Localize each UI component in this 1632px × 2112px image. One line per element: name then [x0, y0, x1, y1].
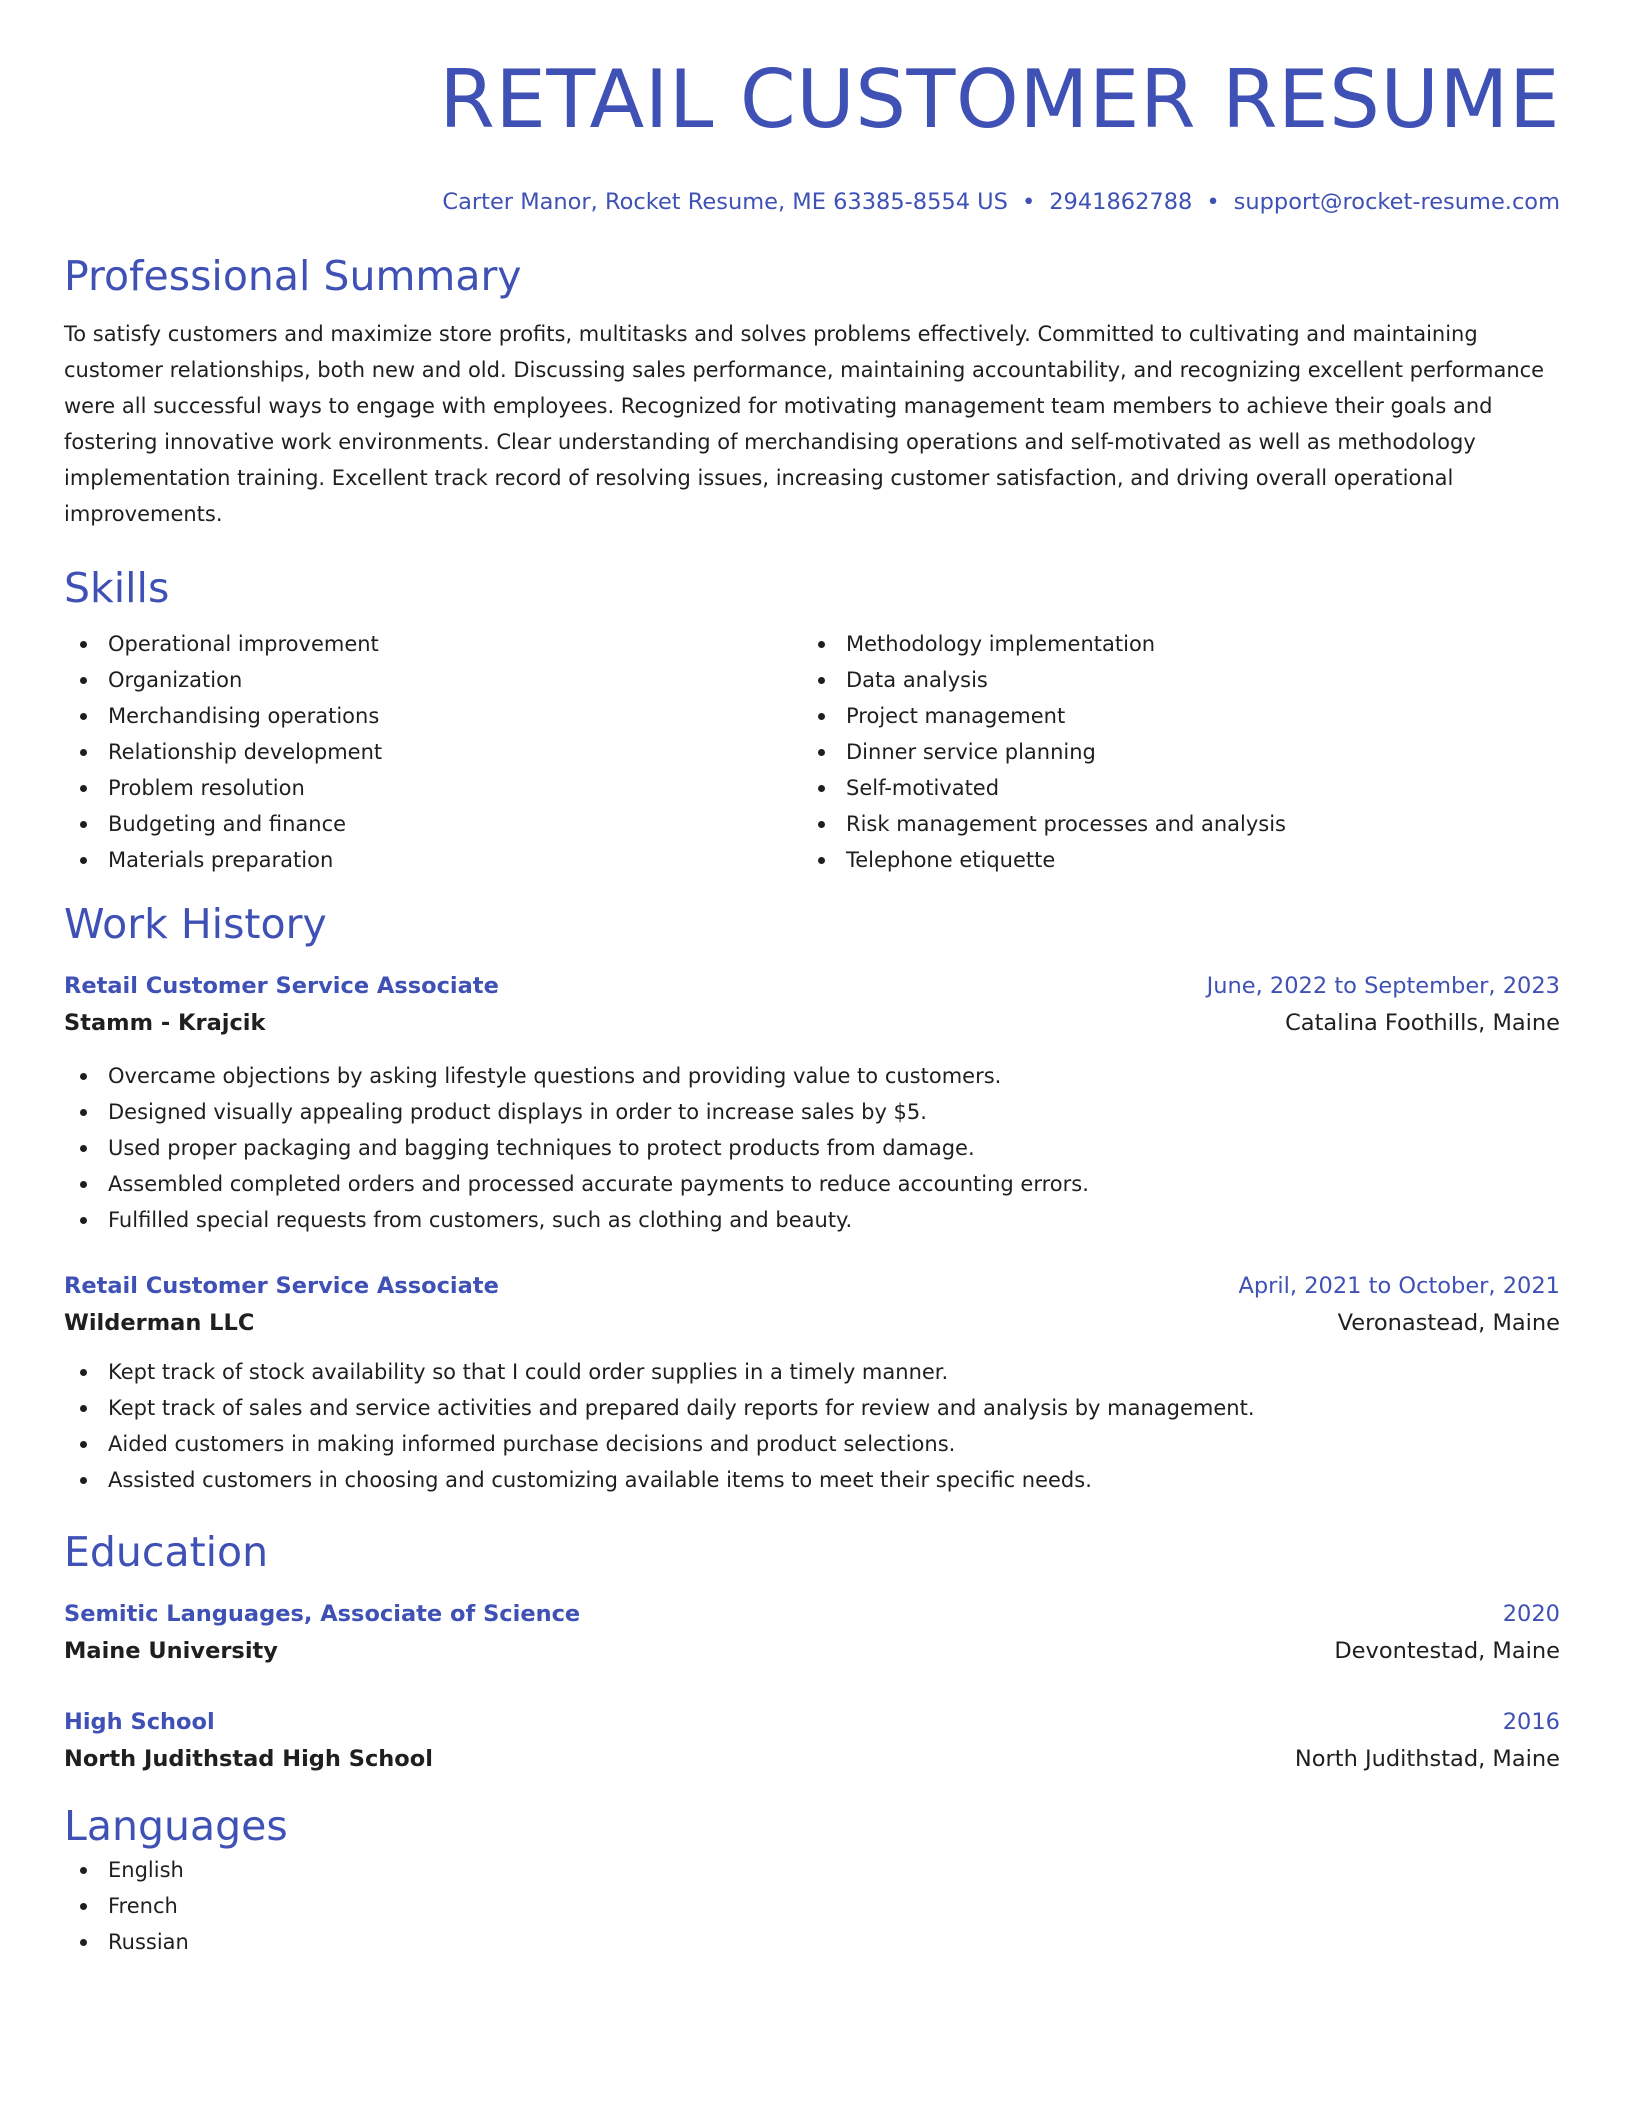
contact-line	[64, 186, 1560, 218]
education-heading: Education	[64, 1528, 269, 1576]
languages-heading: Languages	[64, 1802, 288, 1850]
job-duty: Kept track of stock availability so that I could order supplies in a timely manner.	[64, 1354, 1560, 1390]
job-dates: April, 2021 to October, 2021	[1238, 1273, 1560, 1299]
skill-item: Methodology implementation	[802, 626, 1540, 662]
education-entry	[64, 1596, 1560, 1670]
work-entry-header	[64, 968, 1560, 1004]
school-location: North Judithstad, Maine	[1294, 1746, 1560, 1772]
skill-item: Budgeting and finance	[64, 806, 802, 842]
skill-item: Organization	[64, 662, 802, 698]
work-entry	[64, 968, 1560, 1238]
degree-name: High School	[64, 1709, 215, 1735]
job-duty: Assisted customers in choosing and customizing available items to meet their specific needs.	[64, 1462, 1560, 1498]
work-entry-subheader	[64, 1304, 1560, 1342]
skill-item: Merchandising operations	[64, 698, 802, 734]
contact-phone: 2941862788	[1049, 189, 1193, 215]
job-title: Retail Customer Service Associate	[64, 973, 499, 999]
skill-item: Relationship development	[64, 734, 802, 770]
languages-list	[64, 1852, 1560, 1960]
school-location: Devontestad, Maine	[1334, 1638, 1560, 1664]
skill-item: Operational improvement	[64, 626, 802, 662]
degree-name: Semitic Languages, Associate of Science	[64, 1601, 581, 1627]
job-duty: Used proper packaging and bagging techniques to protect products from damage.	[64, 1130, 1560, 1166]
job-duties-list	[64, 1354, 1560, 1498]
education-entry-header	[64, 1704, 1560, 1740]
resume-title: RETAIL CUSTOMER RESUME	[439, 53, 1560, 146]
job-duty: Assembled completed orders and processed accurate payments to reduce accounting errors.	[64, 1166, 1560, 1202]
company-name: Stamm - Krajcik	[64, 1010, 266, 1036]
job-duty: Fulfilled special requests from customers, such as clothing and beauty.	[64, 1202, 1560, 1238]
job-dates: June, 2022 to September, 2023	[1206, 973, 1560, 999]
summary-heading: Professional Summary	[64, 252, 522, 300]
job-duty: Overcame objections by asking lifestyle questions and providing value to customers.	[64, 1058, 1560, 1094]
company-name: Wilderman LLC	[64, 1310, 255, 1336]
education-entry-subheader	[64, 1740, 1560, 1778]
job-title: Retail Customer Service Associate	[64, 1273, 499, 1299]
job-duty: Designed visually appealing product displays in order to increase sales by $5.	[64, 1094, 1560, 1130]
work-entry-subheader	[64, 1004, 1560, 1042]
skill-item: Problem resolution	[64, 770, 802, 806]
graduation-year: 2020	[1502, 1601, 1560, 1627]
job-duties-list	[64, 1058, 1560, 1238]
work-history-heading: Work History	[64, 900, 327, 948]
education-entry-subheader	[64, 1632, 1560, 1670]
education-entry-header	[64, 1596, 1560, 1632]
contact-address: Carter Manor, Rocket Resume, ME 63385-8554 US	[442, 189, 1008, 215]
skill-item: Dinner service planning	[802, 734, 1540, 770]
contact-separator: •	[1206, 189, 1220, 215]
school-name: Maine University	[64, 1638, 278, 1664]
school-name: North Judithstad High School	[64, 1746, 433, 1772]
job-duty: Kept track of sales and service activities and prepared daily reports for review and analysis by management.	[64, 1390, 1560, 1426]
job-location: Catalina Foothills, Maine	[1285, 1010, 1560, 1036]
skill-item: Project management	[802, 698, 1540, 734]
language-item: French	[64, 1888, 1560, 1924]
skills-list-left	[64, 626, 802, 878]
resume-page	[64, 0, 1560, 1960]
skill-item: Telephone etiquette	[802, 842, 1540, 878]
language-item: English	[64, 1852, 1560, 1888]
work-entry-header	[64, 1268, 1560, 1304]
graduation-year: 2016	[1502, 1709, 1560, 1735]
job-location: Veronastead, Maine	[1337, 1310, 1560, 1336]
skill-item: Risk management processes and analysis	[802, 806, 1540, 842]
work-entry	[64, 1268, 1560, 1498]
job-duty: Aided customers in making informed purchase decisions and product selections.	[64, 1426, 1560, 1462]
language-item: Russian	[64, 1924, 1560, 1960]
skill-item: Data analysis	[802, 662, 1540, 698]
skills-list-right	[802, 626, 1540, 878]
summary-text: To satisfy customers and maximize store profits, multitasks and solves problems effectively. Committed to cultivating and maintaining customer relationships, both new and old. Discussing sales performance, maintaining accountability, and recognizing excellent performance were all successful ways to engage with employees. Recognized for motivating management team members to achieve their goals and fostering innovative work environments. Clear understanding of merchandising operations and self-motivated as well as methodology implementation training. Excellent track record of resolving issues, increasing customer satisfaction, and driving overall operational improvements.	[64, 322, 1545, 526]
contact-email: support@rocket-resume.com	[1233, 189, 1560, 215]
contact-separator: •	[1021, 189, 1036, 215]
skill-item: Materials preparation	[64, 842, 802, 878]
education-entry	[64, 1704, 1560, 1778]
skills-heading: Skills	[64, 564, 170, 612]
skill-item: Self-motivated	[802, 770, 1540, 806]
skills-grid	[64, 626, 1560, 878]
